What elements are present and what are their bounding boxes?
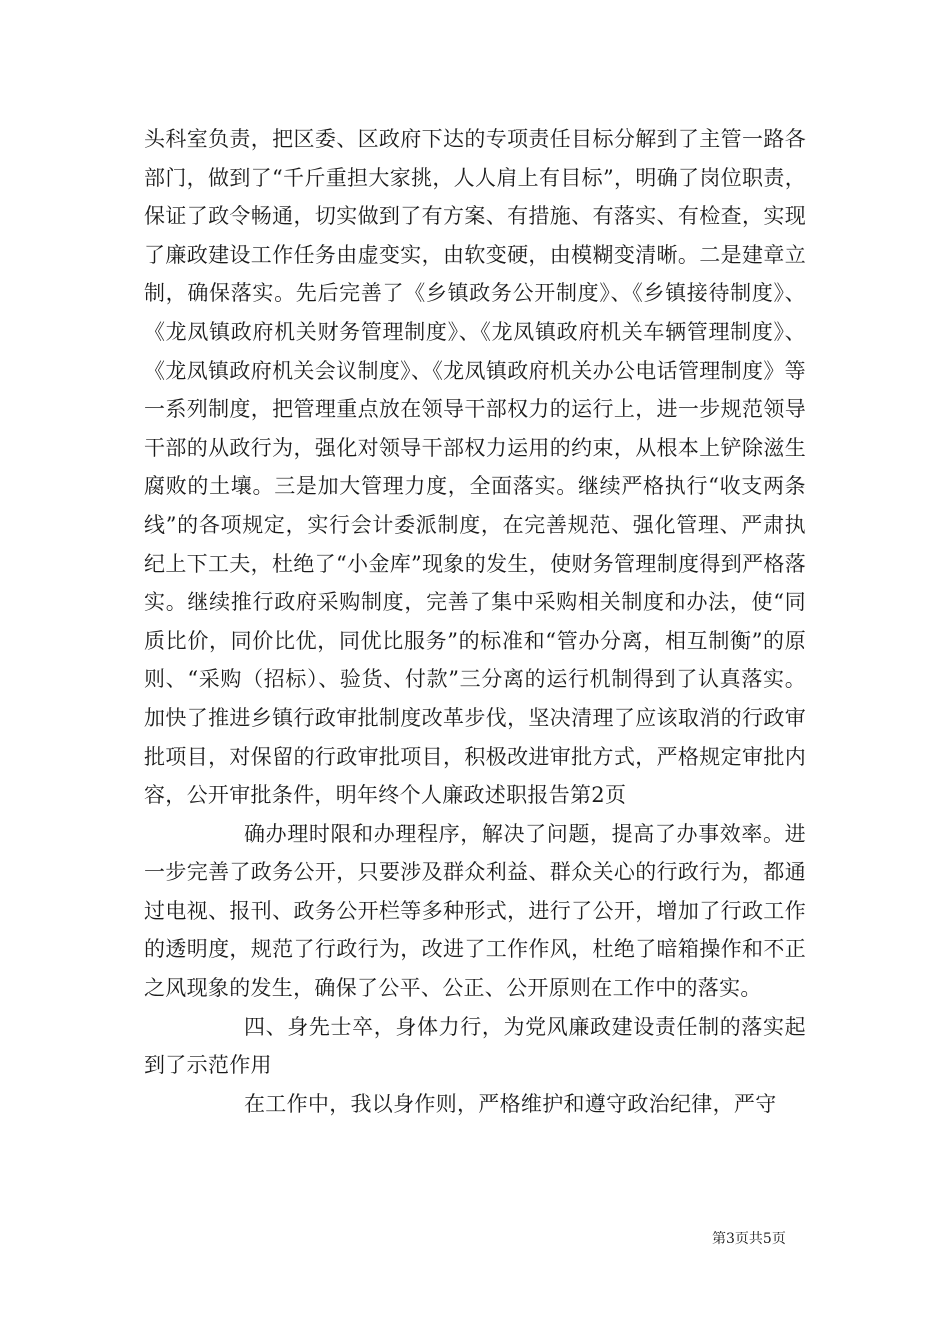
page-number-footer: 第3页共5页 — [712, 1231, 786, 1247]
paragraph-1: 头科室负责，把区委、区政府下达的专项责任目标分解到了主管一路各部门，做到了“千斤重担大家挑，人人肩上有目标”，明确了岗位职责，保证了政令畅通，切实做到了有方案、有措施、有落实、有检查，实现了廉政建设工作任务由虚变实，由软变硬，由模糊变清晰。二是建章立制，确保落实。先后完善了《乡镇政务公开制度》、《乡镇接待制度》、《龙凤镇政府机关财务管理制度》、《龙凤镇政府机关车辆管理制度》、《龙凤镇政府机关会议制度》、《龙凤镇政府机关办公电话管理制度》等一系列制度，把管理重点放在领导干部权力的运行上，进一步规范领导干部的从政行为，强化对领导干部权力运用的约束，从根本上铲除滋生腐败的土壤。三是加大管理力度，全面落实。继续严格执行“收支两条线”的各项规定，实行会计委派制度，在完善规范、强化管理、严肃执纪上下工夫，杜绝了“小金库”现象的发生，使财务管理制度得到严格落实。继续推行政府采购制度，完善了集中采购相关制度和办法，使“同质比价，同价比优，同优比服务”的标准和“管办分离，相互制衡”的原则、“采购（招标）、验货、付款”三分离的运行机制得到了认真落实。加快了推进乡镇行政审批制度改革步伐，坚决清理了应该取消的行政审批项目，对保留的行政审批项目，积极改进审批方式，严格规定审批内容，公开审批条件，明年终个人廉政述职报告第2页 — [144, 127, 806, 808]
paragraph-3: 在工作中，我以身作则，严格维护和遵守政治纪律，严守 — [244, 1091, 777, 1116]
section-heading-4: 四、身先士卒，身体力行，为党风廉政建设责任制的落实起到了示范作用 — [144, 1014, 806, 1078]
document-body — [144, 120, 806, 1123]
paragraph-2: 确办理时限和办理程序，解决了问题，提高了办事效率。进一步完善了政务公开，只要涉及群众利益、群众关心的行政行为，都通过电视、报刊、政务公开栏等多种形式，进行了公开，增加了行政工作的透明度，规范了行政行为，改进了工作作风，杜绝了暗箱操作和不正之风现象的发生，确保了公平、公正、公开原则在工作中的落实。 — [144, 821, 806, 1001]
